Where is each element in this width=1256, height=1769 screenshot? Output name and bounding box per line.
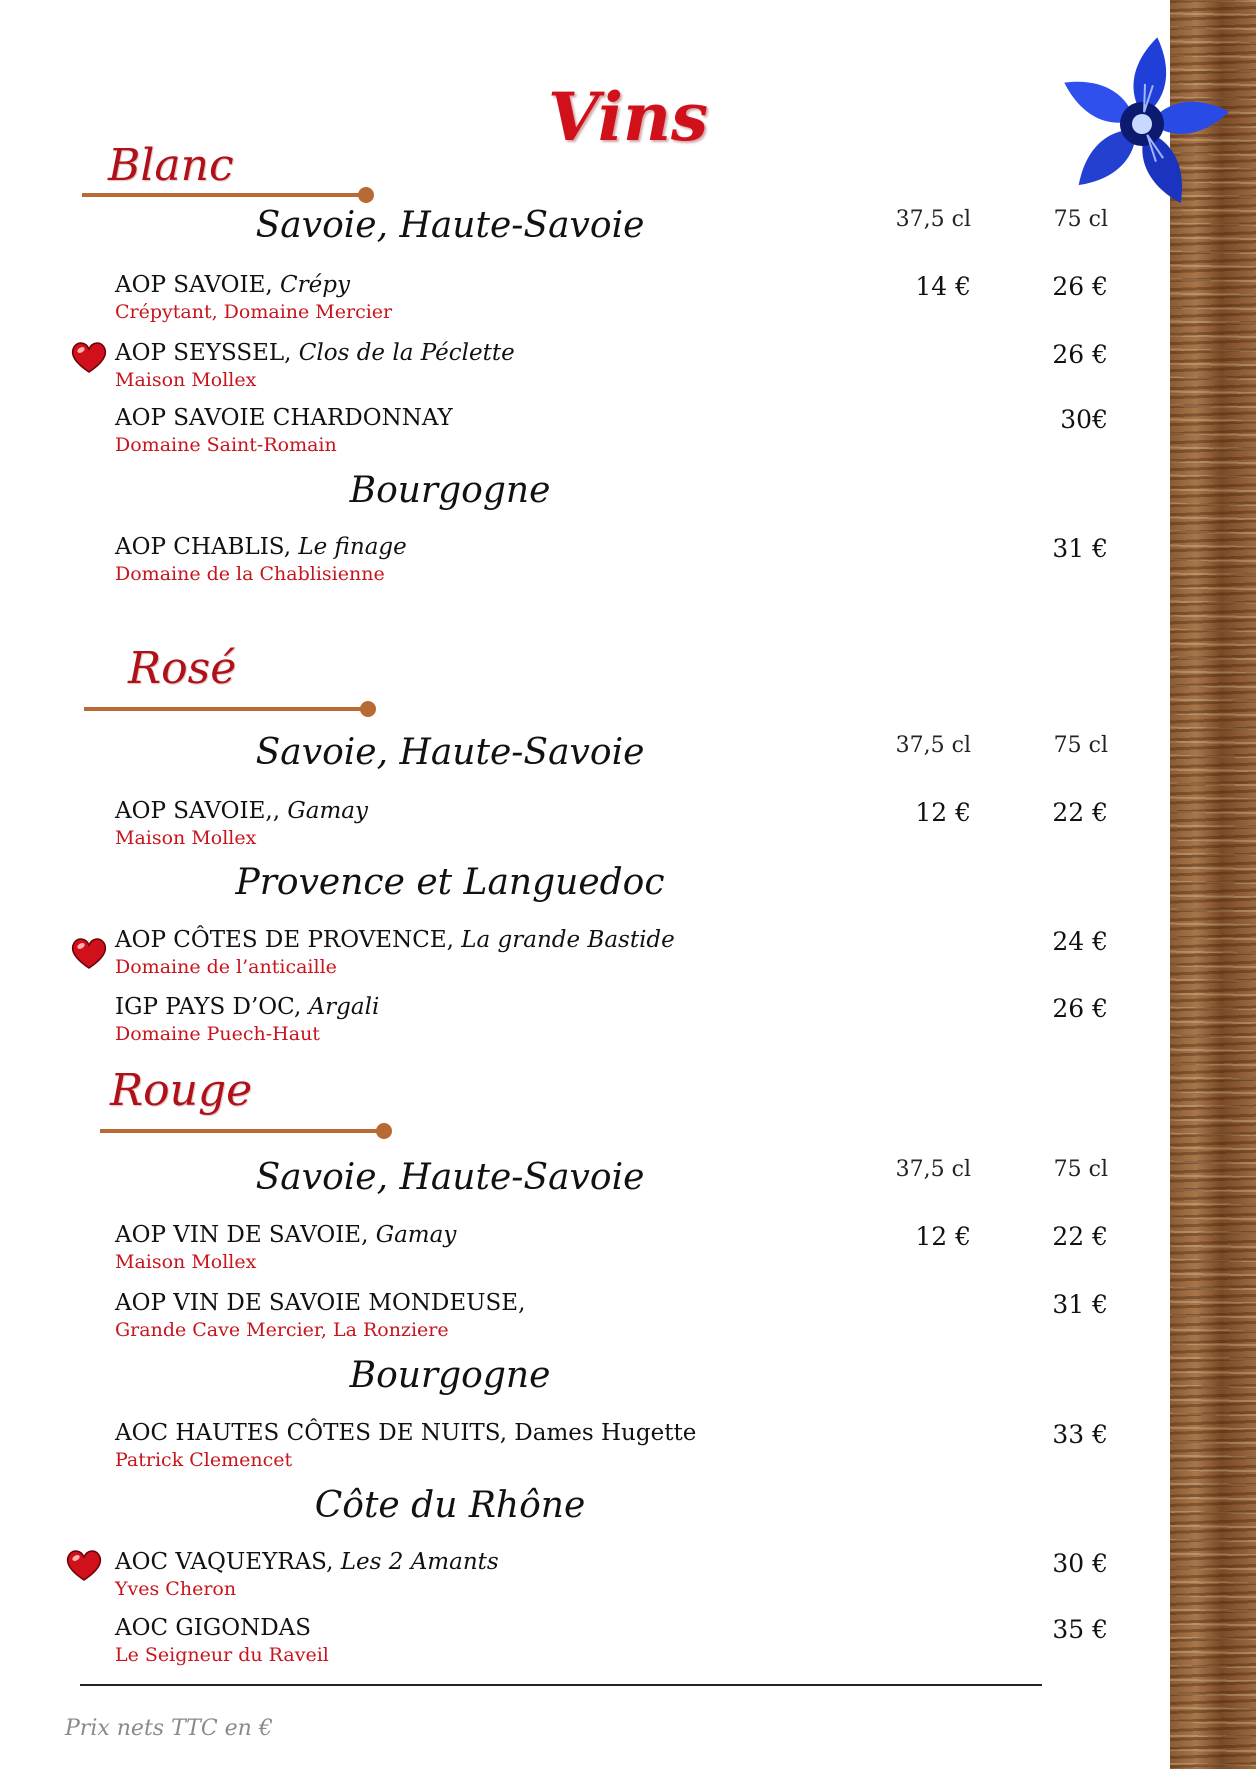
- price-75cl: 24 €: [1052, 927, 1108, 956]
- wine-name: AOP VIN DE SAVOIE MONDEUSE,: [115, 1290, 526, 1316]
- wine-name: AOP SAVOIE CHARDONNAY: [115, 405, 453, 431]
- wine-name: AOP SAVOIE, Crépy: [115, 272, 350, 298]
- wine-producer: Domaine Saint-Romain: [115, 434, 337, 456]
- price-75cl: 26 €: [1052, 340, 1108, 369]
- wine-name: AOC VAQUEYRAS, Les 2 Amants: [115, 1549, 499, 1575]
- section-title-blanc: Blanc: [108, 140, 234, 191]
- wine-producer: Maison Mollex: [115, 1251, 257, 1273]
- price-37cl: 12 €: [915, 1222, 971, 1251]
- region-title: Savoie, Haute-Savoie: [255, 205, 645, 246]
- price-75cl: 22 €: [1052, 798, 1108, 827]
- wine-name: AOP CHABLIS, Le finage: [115, 534, 407, 560]
- section-title-rouge: Rouge: [110, 1065, 253, 1116]
- price-75cl: 30€: [1060, 405, 1108, 434]
- region-title: Côte du Rhône: [314, 1485, 586, 1526]
- price-75cl: 35 €: [1052, 1615, 1108, 1644]
- price-75cl: 26 €: [1052, 272, 1108, 301]
- section-divider: [84, 707, 368, 711]
- wine-producer: Yves Cheron: [115, 1578, 237, 1600]
- column-header-75cl: 75 cl: [1053, 207, 1108, 232]
- column-header-37cl: 37,5 cl: [895, 207, 971, 232]
- footer-note: Prix nets TTC en €: [65, 1716, 273, 1741]
- column-header-37cl: 37,5 cl: [895, 733, 971, 758]
- region-title: Savoie, Haute-Savoie: [255, 1157, 645, 1198]
- wood-border: [1170, 0, 1256, 1769]
- region-title: Savoie, Haute-Savoie: [255, 732, 645, 773]
- price-75cl: 22 €: [1052, 1222, 1108, 1251]
- wine-name: IGP PAYS D’OC, Argali: [115, 994, 380, 1020]
- wine-name: AOP CÔTES DE PROVENCE, La grande Bastide: [115, 927, 675, 953]
- wine-producer: Domaine de l’anticaille: [115, 956, 337, 978]
- wine-producer: Maison Mollex: [115, 827, 257, 849]
- section-divider: [82, 193, 366, 197]
- heart-icon: [70, 340, 108, 374]
- wine-name: AOC HAUTES CÔTES DE NUITS, Dames Hugette: [115, 1420, 697, 1446]
- footer-divider: [80, 1684, 1042, 1686]
- price-75cl: 30 €: [1052, 1549, 1108, 1578]
- price-37cl: 12 €: [915, 798, 971, 827]
- price-75cl: 31 €: [1052, 1290, 1108, 1319]
- wine-producer: Domaine Puech-Haut: [115, 1023, 320, 1045]
- region-title: Provence et Languedoc: [235, 862, 665, 903]
- region-title: Bourgogne: [349, 470, 551, 511]
- page-title: Vins: [547, 78, 709, 156]
- wine-producer: Domaine de la Chablisienne: [115, 563, 385, 585]
- column-header-75cl: 75 cl: [1053, 733, 1108, 758]
- wine-producer: Maison Mollex: [115, 369, 257, 391]
- section-divider: [100, 1129, 384, 1133]
- wine-producer: Grande Cave Mercier, La Ronziere: [115, 1319, 449, 1341]
- price-75cl: 33 €: [1052, 1420, 1108, 1449]
- price-37cl: 14 €: [915, 272, 971, 301]
- wine-producer: Patrick Clemencet: [115, 1449, 293, 1471]
- region-title: Bourgogne: [349, 1355, 551, 1396]
- heart-icon: [70, 936, 108, 970]
- section-title-rose: Rosé: [128, 643, 237, 694]
- wine-name: AOC GIGONDAS: [115, 1615, 311, 1641]
- wine-name: AOP VIN DE SAVOIE, Gamay: [115, 1222, 457, 1248]
- column-header-75cl: 75 cl: [1053, 1157, 1108, 1182]
- wine-producer: Le Seigneur du Raveil: [115, 1644, 329, 1666]
- wine-name: AOP SEYSSEL, Clos de la Péclette: [115, 340, 515, 366]
- wine-producer: Crépytant, Domaine Mercier: [115, 301, 393, 323]
- price-75cl: 31 €: [1052, 534, 1108, 563]
- column-header-37cl: 37,5 cl: [895, 1157, 971, 1182]
- price-75cl: 26 €: [1052, 994, 1108, 1023]
- heart-icon: [65, 1548, 103, 1582]
- wine-name: AOP SAVOIE,, Gamay: [115, 798, 368, 824]
